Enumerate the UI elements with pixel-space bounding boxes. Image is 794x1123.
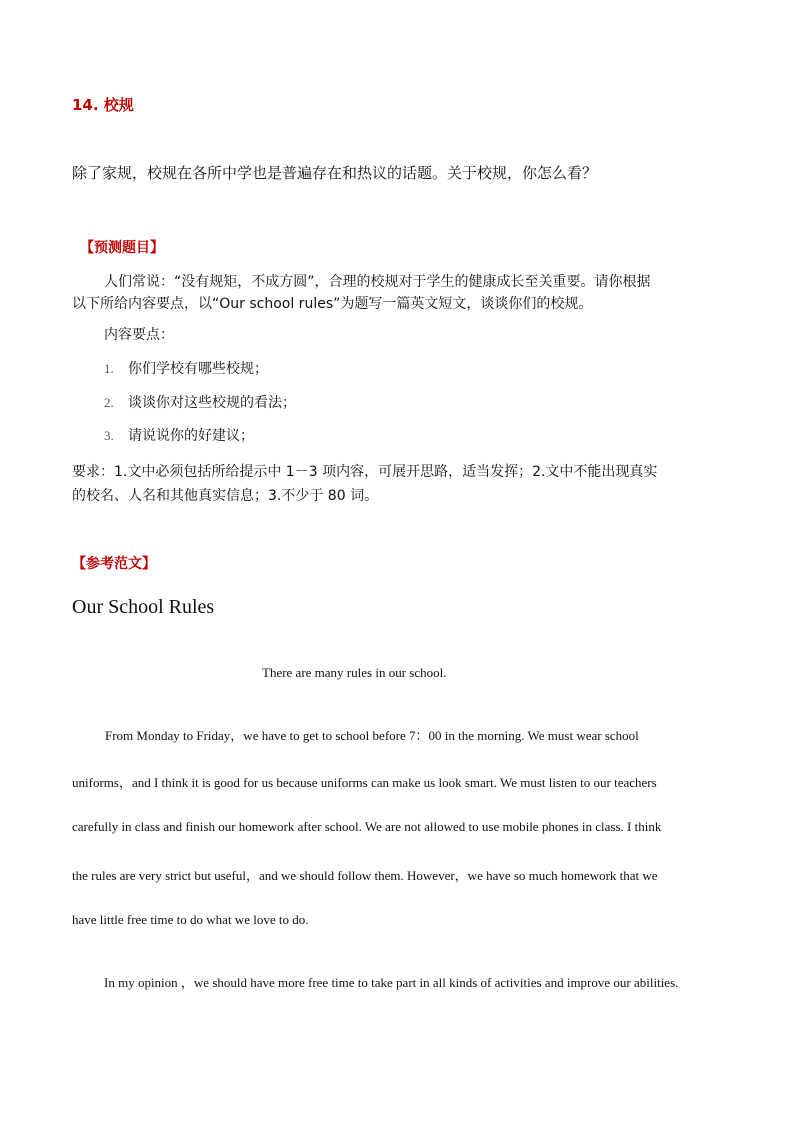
essay-line: have little free time to do what we love to do. [72, 912, 309, 927]
essay-line: In my opinion ，we should have more free time to take part in all kinds of activities and improve our abilities. [104, 975, 679, 990]
essay-line: uniforms，and I think it is good for us because uniforms can make us look smart. We must listen to our teachers [72, 775, 657, 790]
point-number: 3. [104, 428, 114, 443]
requirement-line-1: 要求：1.文中必须包括所给提示中 1－3 项内容，可展开思路，适当发挥；2.文中不能出现真实 [72, 464, 658, 480]
point-text: 请说说你的好建议； [128, 428, 254, 444]
prompt-line-2: 以下所给内容要点，以“Our school rules”为题写一篇英文短文，谈谈你们的校规。 [72, 296, 593, 312]
essay-line: There are many rules in our school. [262, 665, 447, 680]
point-text: 谈谈你对这些校规的看法； [128, 395, 296, 411]
essay-line: carefully in class and finish our homework after school. We are not allowed to use mobile phones in class. I think [72, 819, 662, 834]
point-number: 1. [104, 361, 114, 376]
predict-label: 【预测题目】 [80, 240, 164, 256]
intro-text: 除了家规，校规在各所中学也是普遍存在和热议的话题。关于校规，你怎么看？ [72, 164, 598, 182]
essay-line: From Monday to Friday，we have to get to school before 7：00 in the morning. We must wear school [105, 728, 639, 743]
reference-label: 【参考范文】 [72, 556, 156, 572]
point-item [104, 425, 254, 445]
prompt-line-1: 人们常说：“没有规矩，不成方圆”，合理的校规对于学生的健康成长至关重要。请你根据 [104, 274, 651, 290]
point-text: 你们学校有哪些校规； [128, 361, 268, 377]
requirement-line-2: 的校名、人名和其他真实信息；3.不少于 80 词。 [72, 488, 379, 504]
point-number: 2. [104, 395, 114, 410]
essay-title: Our School Rules [72, 596, 215, 618]
point-item [104, 358, 268, 378]
points-heading: 内容要点： [104, 327, 174, 343]
section-title: 14. 校规 [72, 96, 134, 114]
essay-line: the rules are very strict but useful，and we should follow them. However，we have so much homework that we [72, 868, 658, 883]
point-item [104, 392, 296, 412]
